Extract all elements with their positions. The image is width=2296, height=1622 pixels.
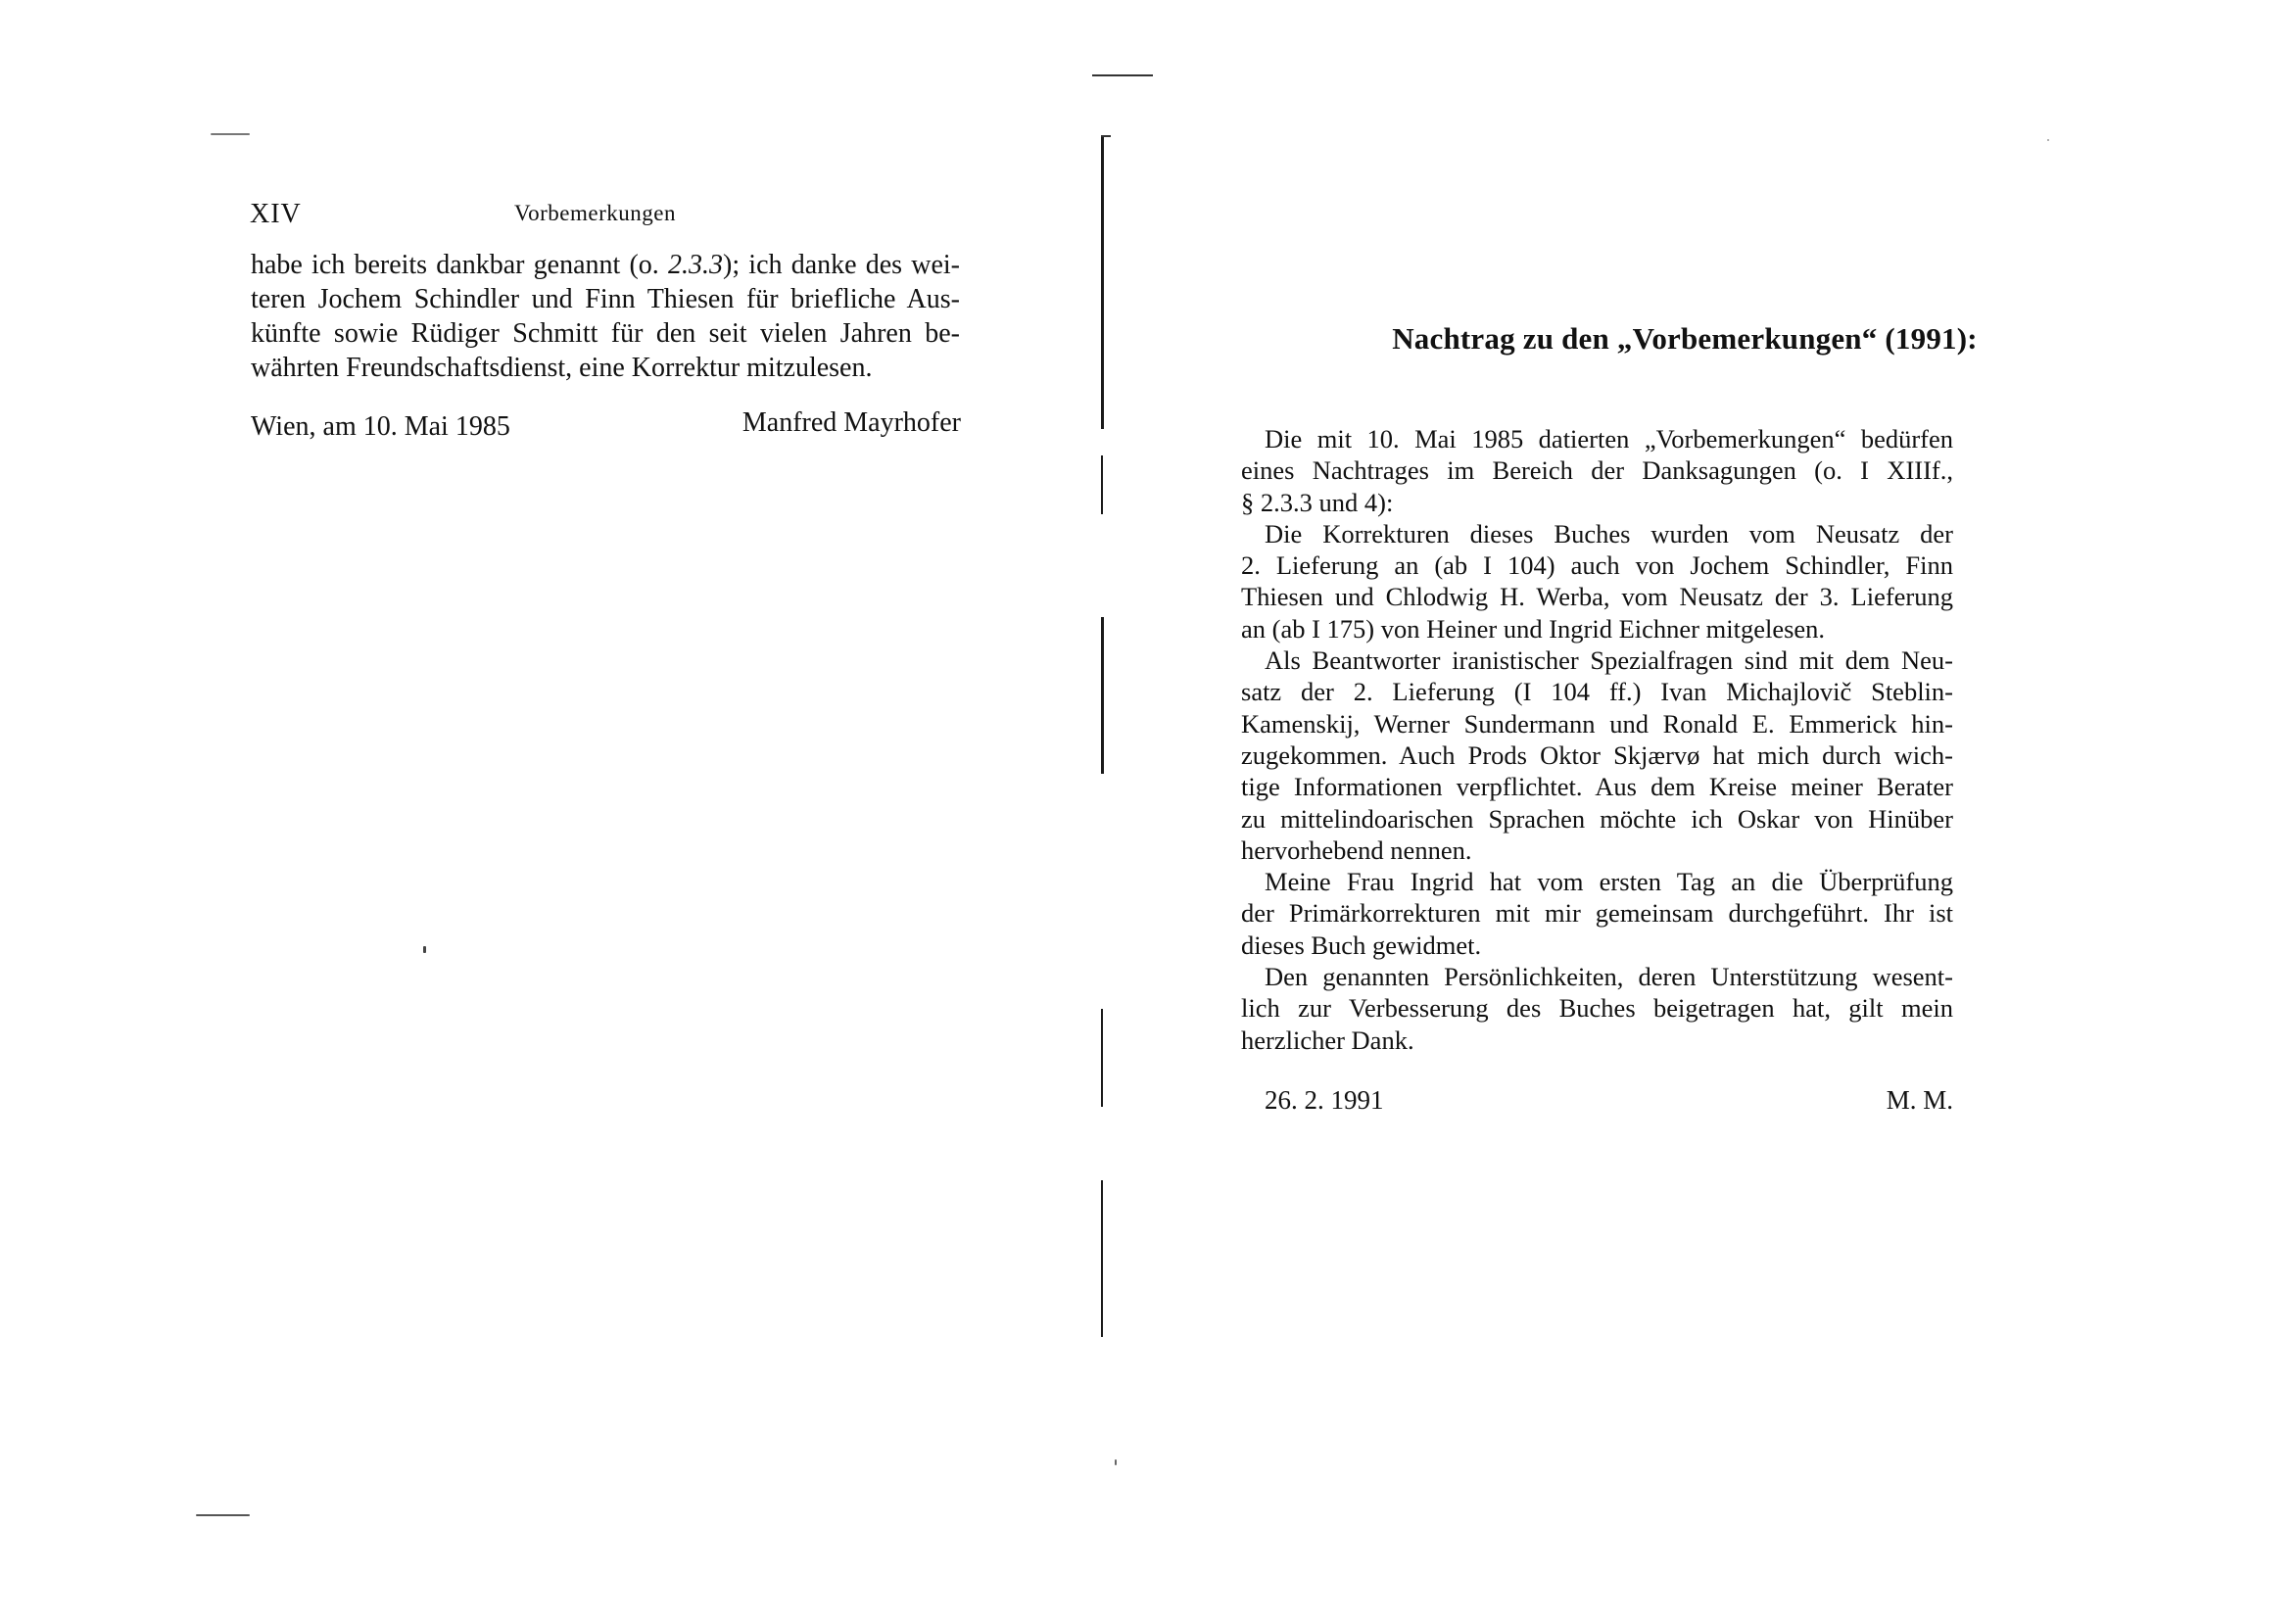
- section-reference: 2.3.3: [668, 250, 723, 280]
- author-name: Manfred Mayrhofer: [741, 407, 961, 438]
- text-line: Die Korrekturen dieses Buches wurden vom Neusatz der: [1265, 518, 1953, 549]
- right-body-text: [1241, 423, 1953, 1056]
- text-line: zugekommen. Auch Prods Oktor Skjærvø hat mich durch wich-: [1241, 739, 1953, 770]
- scan-speck: [423, 946, 426, 953]
- text-line: satz der 2. Lieferung (I 104 ff.) Ivan Michajlovič Steblin-: [1241, 677, 1953, 707]
- text-line: dieses Buch gewidmet.: [1241, 930, 1482, 960]
- text-line: tige Informationen verpflichtet. Aus dem Kreise meiner Berater: [1241, 772, 1953, 802]
- scan-speck: [211, 133, 250, 135]
- page-number: XIV: [250, 199, 302, 229]
- text-line: eines Nachtrages im Bereich der Danksagungen (o. I XIIIf.,: [1241, 455, 1953, 486]
- appendix-heading: Nachtrag zu den „Vorbemerkungen“ (1991):: [1392, 321, 1978, 356]
- scan-speck: [2047, 139, 2049, 141]
- text-line: währten Freundschaftsdienst, eine Korrektur mitzulesen.: [251, 353, 873, 383]
- signature-row: [251, 407, 961, 449]
- text-line-end: ); ich danke des wei-: [723, 250, 961, 280]
- text-line: künfte sowie Rüdiger Schmitt für den seit vielen Jahren be-: [251, 318, 960, 349]
- text-line: Meine Frau Ingrid hat vom ersten Tag an die Überprüfung: [1265, 867, 1953, 897]
- closing-row: [1241, 1085, 1953, 1121]
- text-line: an (ab I 175) von Heiner und Ingrid Eichner mitgelesen.: [1241, 613, 1826, 644]
- text-line: Die mit 10. Mai 1985 datierten „Vorbemerkungen“ bedürfen: [1265, 424, 1953, 453]
- text-line: Kamenskij, Werner Sundermann und Ronald E. Emmerick hin-: [1241, 708, 1953, 739]
- closing-initials: M. M.: [1886, 1085, 1953, 1115]
- text-line: Den genannten Persönlichkeiten, deren Unterstützung wesent-: [1265, 962, 1953, 992]
- text-line: herzlicher Dank.: [1241, 1025, 1414, 1055]
- text-line: § 2.3.3 und 4):: [1241, 487, 1394, 517]
- running-title: Vorbemerkungen: [514, 201, 676, 225]
- running-head: [250, 199, 960, 234]
- text-line: teren Jochem Schindler und Finn Thiesen für briefliche Aus-: [251, 284, 960, 314]
- scan-speck: [1115, 1459, 1117, 1465]
- text-line: Als Beantworter iranistischer Spezialfragen sind mit dem Neu-: [1265, 645, 1953, 676]
- text-line: hervorhebend nennen.: [1241, 835, 1472, 865]
- left-body-text: [251, 248, 960, 385]
- scan-speck: [196, 1514, 250, 1516]
- text-line: der Primärkorrekturen mit mir gemeinsam durchgeführt. Ihr ist: [1241, 898, 1953, 929]
- text-line: zu mittelindoarischen Sprachen möchte ich Oskar von Hinüber: [1241, 803, 1953, 834]
- text-line: Thiesen und Chlodwig H. Werba, vom Neusatz der 3. Lieferung: [1241, 582, 1953, 612]
- text-line: [251, 248, 960, 282]
- place-date: Wien, am 10. Mai 1985: [251, 411, 510, 442]
- closing-date: 26. 2. 1991: [1265, 1085, 1384, 1115]
- right-page: [1102, 0, 2296, 1622]
- text-line-start: habe ich bereits dankbar genannt (o.: [251, 250, 659, 280]
- text-line: 2. Lieferung an (ab I 104) auch von Jochem Schindler, Finn: [1241, 550, 1953, 581]
- text-line: lich zur Verbesserung des Buches beigetragen hat, gilt mein: [1241, 993, 1953, 1024]
- left-page: [0, 0, 1102, 1622]
